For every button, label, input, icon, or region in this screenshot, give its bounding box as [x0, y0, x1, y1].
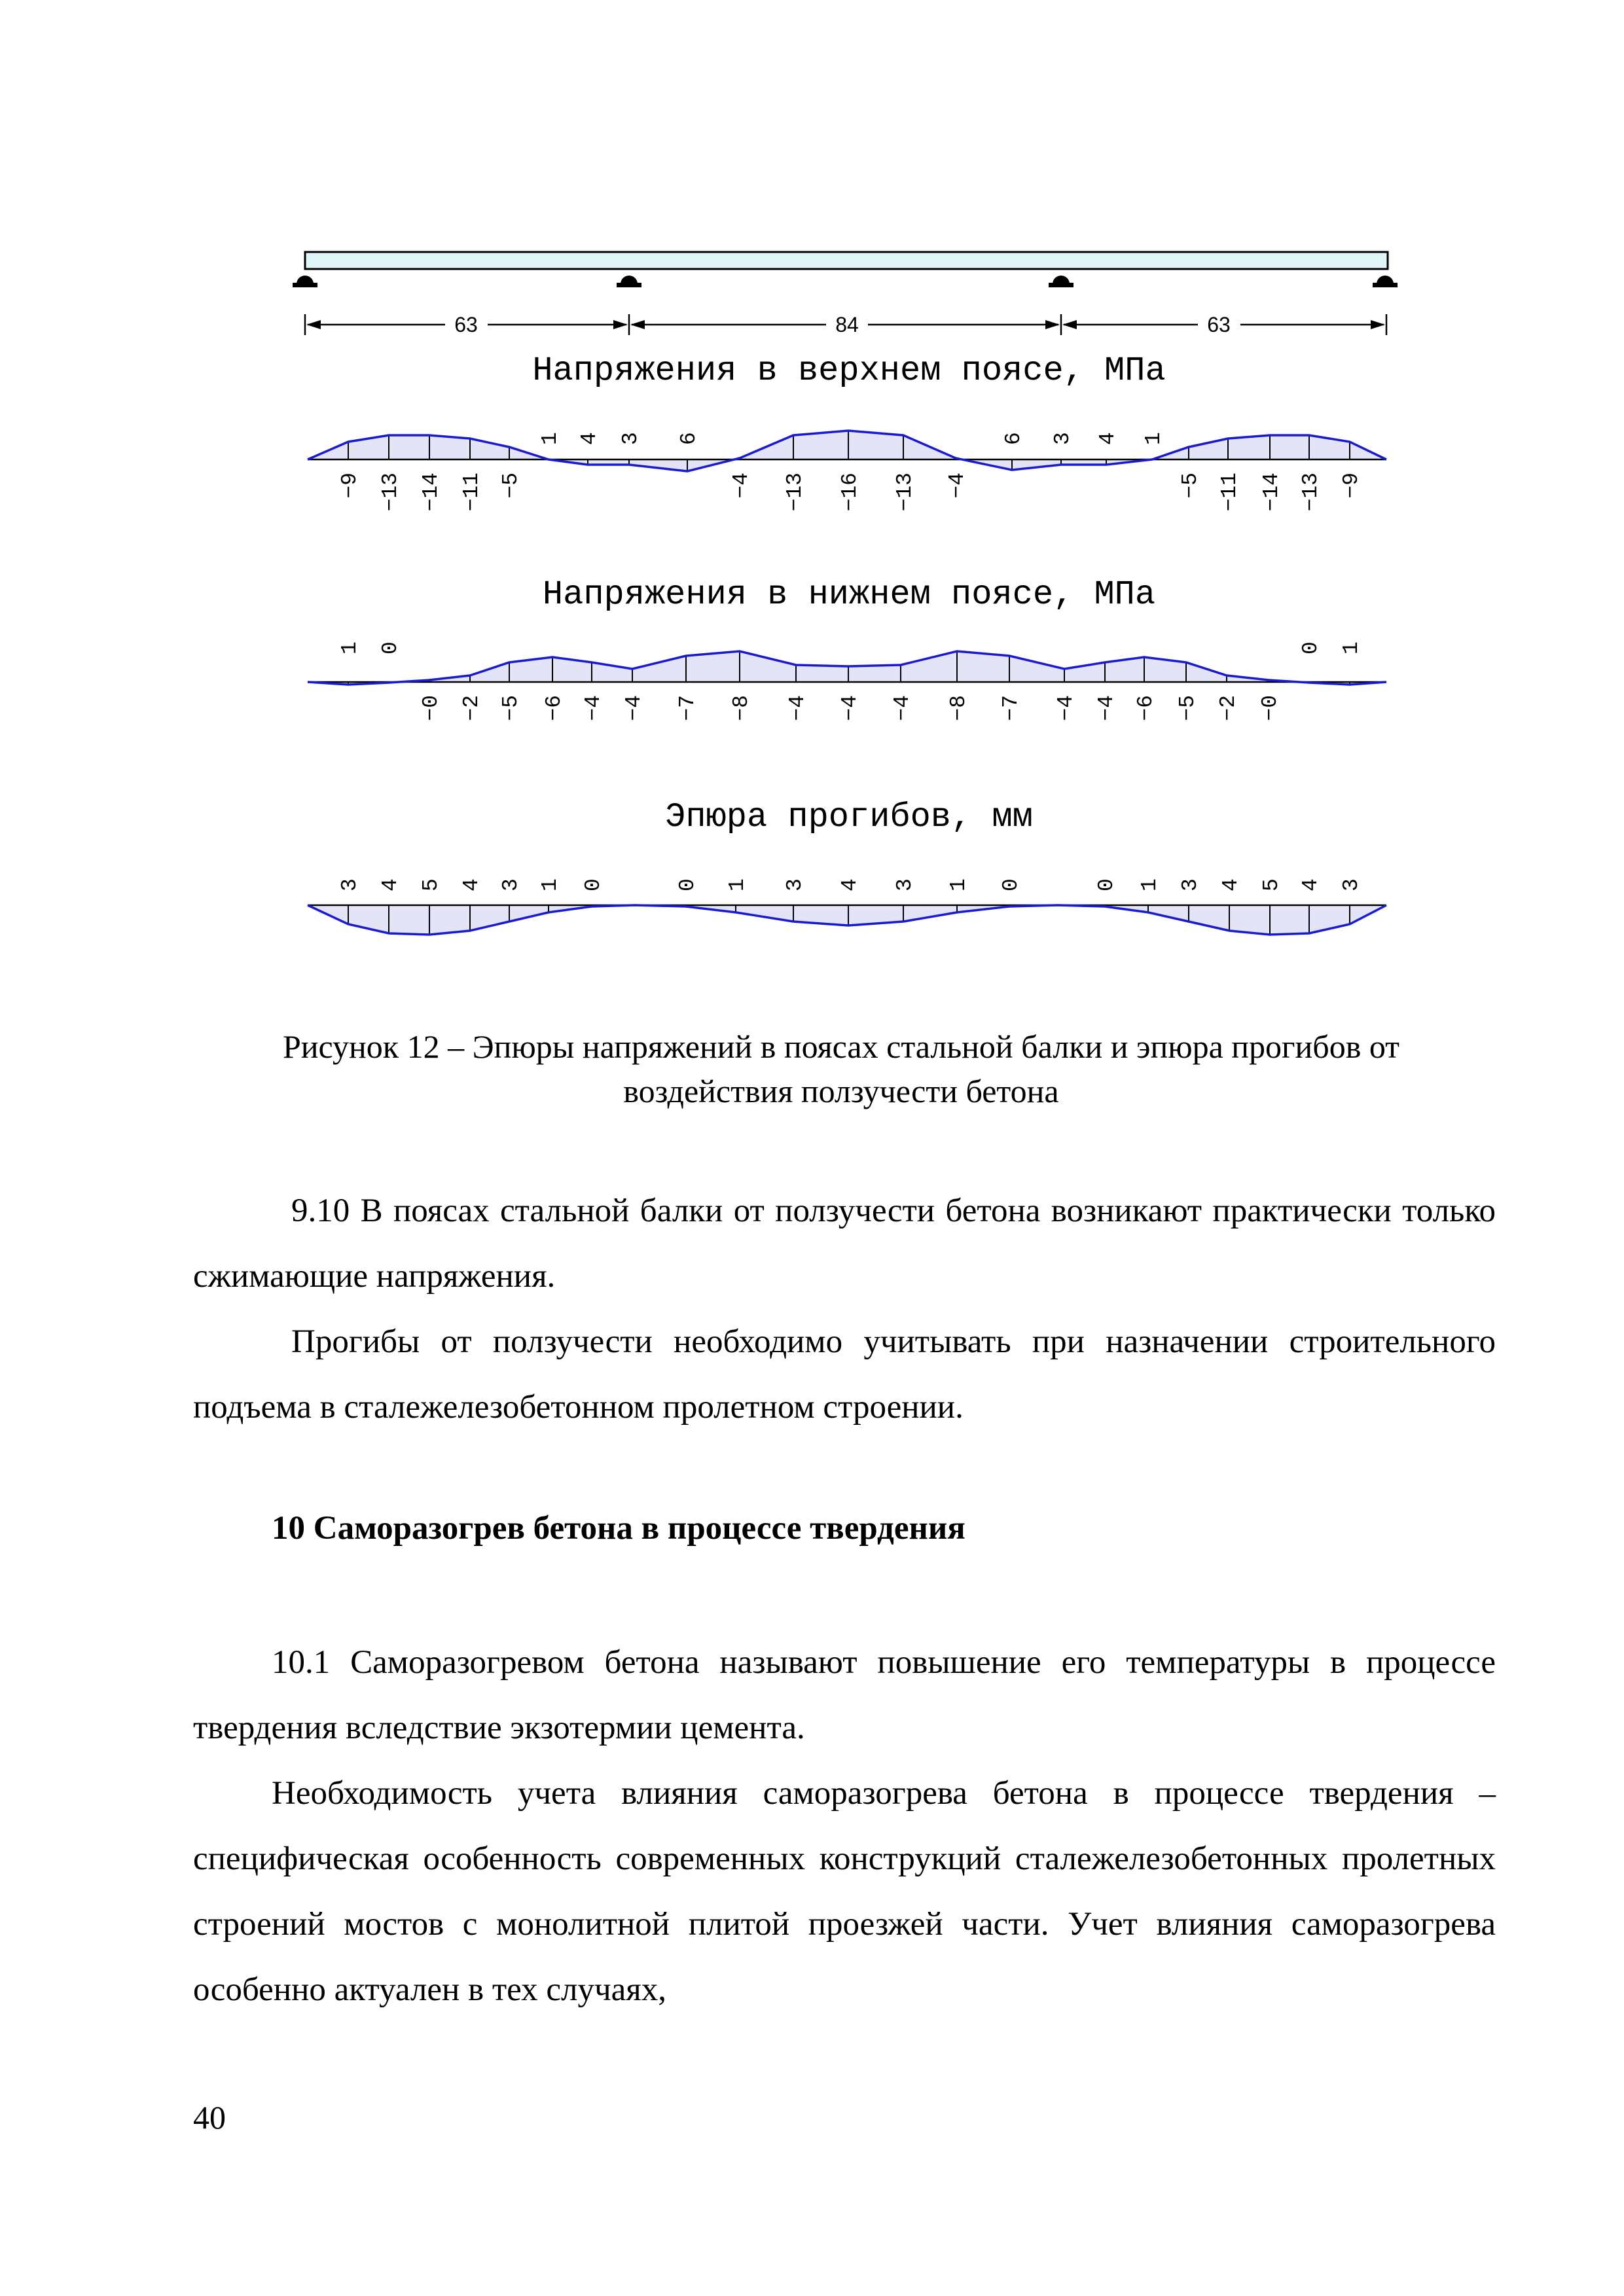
- upper-bottom-label: −13: [893, 473, 917, 512]
- upper-bottom-label: −11: [1218, 473, 1242, 512]
- section-heading-10: 10 Саморазогрев бетона в процессе твердения: [272, 1510, 965, 1547]
- deflection-label: 1: [1138, 878, 1162, 891]
- lower-bottom-label: −8: [947, 695, 971, 721]
- deflection-label: 1: [947, 878, 971, 891]
- upper-bottom-label: −16: [838, 473, 862, 512]
- lower-bottom-label: −2: [1216, 695, 1240, 721]
- paragraph-10-1: 10.1 Саморазогревом бетона называют повышение его температуры в процессе твердения вследствие экзотермии цемента.: [193, 1644, 1496, 1746]
- deflection-label: 5: [1259, 878, 1284, 891]
- lower-bottom-label: −4: [785, 695, 810, 721]
- paragraph-self-heating: Необходимость учета влияния саморазогрева бетона в процессе твердения – специфическая особенность современных конструкций сталежелезобетонных пролетных строений мостов с монолитной плитой проезжей части. Учет влияния саморазогрева особенно актуален в тех случаях,: [193, 1775, 1496, 2008]
- upper-bottom-label: −14: [419, 473, 443, 512]
- deflection-label: 0: [581, 878, 605, 891]
- figure-12-diagrams: [0, 0, 1624, 995]
- beam-scheme: [293, 252, 1398, 287]
- deflection-label: 3: [499, 878, 523, 891]
- deflection-title: Эпюра прогибов, мм: [665, 798, 1033, 836]
- deflection-label: 3: [893, 878, 917, 891]
- deflection-label: 0: [999, 878, 1023, 891]
- upper-top-label: 6: [1001, 432, 1026, 445]
- deflection-label: 4: [1299, 878, 1323, 891]
- support-icon: [293, 276, 317, 287]
- upper-bottom-label: −13: [378, 473, 403, 512]
- deflection-label: 1: [725, 878, 749, 891]
- lower-bottom-label: −2: [460, 695, 484, 721]
- upper-bottom-label: −4: [945, 473, 969, 499]
- lower-bottom-label: −7: [676, 695, 700, 721]
- deflection-label: 3: [1339, 878, 1363, 891]
- lower-top-label: 0: [378, 641, 403, 655]
- lower-bottom-label: −4: [1094, 695, 1119, 721]
- lower-bottom-label: −0: [1258, 695, 1282, 721]
- upper-top-label: 6: [677, 432, 701, 445]
- upper-bottom-label: −9: [1339, 473, 1363, 499]
- lower-bottom-label: −4: [622, 695, 646, 721]
- lower-bottom-label: −0: [419, 695, 443, 721]
- deflection-label: 3: [338, 878, 362, 891]
- lower-top-label: 1: [1339, 641, 1363, 655]
- upper-top-label: 1: [538, 432, 562, 445]
- lower-bottom-label: −8: [729, 695, 753, 721]
- upper-bottom-label: −9: [338, 473, 362, 499]
- span-label: 84: [835, 313, 859, 336]
- lower-bottom-label: −6: [542, 695, 566, 721]
- deflection-label: 4: [1219, 878, 1243, 891]
- upper-top-label: 3: [619, 432, 643, 445]
- deflection-diagram: [308, 905, 1386, 935]
- paragraph-deflections: Прогибы от ползучести необходимо учитывать при назначении строительного подъема в сталежелезобетонном пролетном строении.: [193, 1323, 1496, 1426]
- figure-caption: [190, 1024, 1492, 1113]
- deflection-label: 3: [783, 878, 807, 891]
- lower-top-label: 1: [338, 641, 362, 655]
- beam: [305, 252, 1388, 269]
- lower-bottom-label: −4: [890, 695, 914, 721]
- lower-bottom-label: −6: [1134, 695, 1158, 721]
- upper-bottom-label: −5: [1178, 473, 1202, 499]
- caption-line: воздействия ползучести бетона: [623, 1073, 1059, 1109]
- upper-bottom-label: −13: [1299, 473, 1323, 512]
- upper-chord-diagram: [308, 431, 1386, 471]
- upper-top-label: 4: [577, 432, 602, 445]
- deflection-label: 3: [1178, 878, 1202, 891]
- deflection-label: 4: [460, 878, 484, 891]
- lower-bottom-label: −4: [1054, 695, 1078, 721]
- lower-chord-diagram: [308, 651, 1386, 685]
- support-icon: [1049, 276, 1074, 287]
- lower-bottom-label: −4: [838, 695, 862, 721]
- upper-bottom-label: −4: [729, 473, 753, 499]
- deflection-label: 0: [676, 878, 700, 891]
- deflection-label: 5: [419, 878, 443, 891]
- upper-top-label: 1: [1142, 432, 1166, 445]
- lower-bottom-label: −5: [1176, 695, 1200, 721]
- upper-top-label: 3: [1051, 432, 1075, 445]
- page-number: 40: [193, 2099, 226, 2136]
- lower-bottom-label: −5: [499, 695, 523, 721]
- support-icon: [617, 276, 641, 287]
- deflection-label: 1: [538, 878, 562, 891]
- upper-bottom-label: −14: [1259, 473, 1284, 512]
- lower-bottom-label: −7: [999, 695, 1023, 721]
- caption-line: Рисунок 12 – Эпюры напряжений в поясах стальной балки и эпюра прогибов от: [282, 1028, 1400, 1065]
- upper-bottom-label: −11: [460, 473, 484, 512]
- paragraph-9-10: 9.10 В поясах стальной балки от ползучести бетона возникают практически только сжимающие напряжения.: [193, 1193, 1496, 1295]
- upper-bottom-label: −5: [499, 473, 523, 499]
- span-label: 63: [454, 313, 478, 336]
- lower-bottom-label: −4: [581, 695, 605, 721]
- upper-chord-title: Напряжения в верхнем поясе, МПа: [532, 351, 1166, 390]
- support-icon: [1373, 276, 1398, 287]
- deflection-label: 4: [378, 878, 403, 891]
- upper-top-label: 4: [1096, 432, 1120, 445]
- deflection-label: 0: [1094, 878, 1119, 891]
- lower-top-label: 0: [1299, 641, 1323, 655]
- lower-chord-title: Напряжения в нижнем поясе, МПа: [542, 575, 1156, 614]
- deflection-label: 4: [838, 878, 862, 891]
- span-label: 63: [1207, 313, 1231, 336]
- upper-bottom-label: −13: [783, 473, 807, 512]
